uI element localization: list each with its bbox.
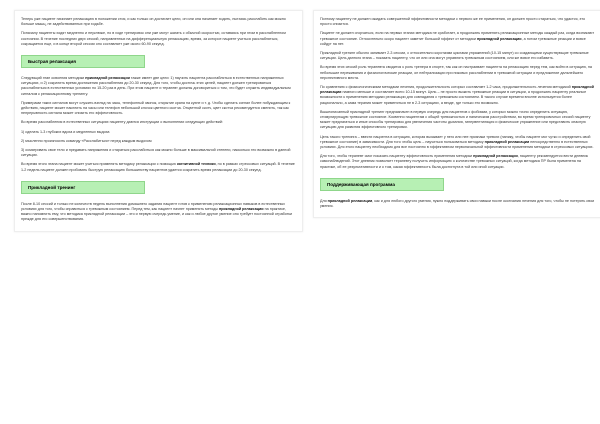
text: также имеет две цели: 1) научить пациента расслабляться в естественных напряженных ситуациях, и 2) сократить время достижения расслабления до 20-30 секунд. Для того, чтобы достичь этих целей, пациент должен тренироваться расслабляться в естественных условиях по 15-20 раз в день. При этом пациент и терапевт должны договориться о том, что будет служить индивидуальным сигналом к релаксационному тренингу. [21, 76, 291, 96]
right-continued-body [320, 17, 595, 170]
text: Во время этих сессий роль терапевта сводится к роль тренера в спорте, так как он настраивает пациента на релаксацию перед тем, как войти в ситуацию, на небольшие переживания и физиологические реакции, он нейтрализации при пиковых расслаблении в тревожной ситуации и предложение дальнейшего перспективного места. [320, 65, 592, 80]
bold-term: прикладной релаксации [484, 139, 530, 144]
text: намного меньше и составляет всего 10-15 минут. Цель – не просто выжить тревожные реакции в ситуации, а продолжать пациенту реальные возможности к применению методики релаксации для совладания с тревожным состоянием. В такого случае времени вполне используется более рационально, а сама терапия может применяться не в 2-3 ситуациях, а везде, где только это возможно. [320, 90, 587, 105]
list-item [21, 148, 296, 158]
list-item [21, 130, 296, 135]
paragraph [320, 199, 595, 209]
text: Пациент не должен огорчаться, если на первых этапах методика не сработает, а продолжать применять релаксационные методы каждый раз, когда возникают тревожное состояние. Относительно скоро пациент заметит большой эффект от методики [320, 31, 595, 41]
paragraph [21, 17, 296, 27]
text: После 8-10 сессий и только не количеств недель выполнения домашнего задания пациент готов к применению релаксационных навыков в естественных условиях для того, чтобы справиться с тревожным состоянием. Перед тем, как пациент начнет применять методы [21, 201, 286, 212]
section-header-label: Быстрая релаксация [21, 55, 145, 68]
bold-term: прикладной релаксации [473, 154, 518, 159]
bold-term: прикладной релаксации [218, 207, 264, 212]
bold-term: прикладной релаксации [85, 76, 130, 81]
bold-term: когнитивной техники [176, 162, 216, 167]
text: , но в рамках стрессовых ситуаций. В течение 1-2 недель пациент должен пробовать быструю релаксацию большинству пациентов удается сократить время релаксации до 20-30 секунд. [21, 162, 295, 172]
list-item [21, 139, 296, 144]
paragraph [320, 154, 595, 170]
paragraph [320, 17, 595, 27]
text: Поначалу пациенты ходят медленно и неуклюже, но в ходе тренировок они уже могут шагать с обычной скоростью, оставаясь при этом в расслабленном состоянии. В течение последних двух сессий, направленных на дифференциальную релаксацию, время, за которое пациент учиться расслабляться, сокращается еще, и в конце второй сессии оно составляет уже около 60-90 секунд. [21, 31, 286, 46]
paragraph [320, 51, 595, 61]
text: Для [320, 198, 328, 203]
paragraph [21, 120, 296, 125]
section-header-fast-relaxation [21, 55, 296, 68]
paragraph [320, 85, 595, 106]
text: Для того, чтобы терапевт смог показать пациенту эффективность применения методики [320, 154, 474, 159]
text: 2) мысленно произносить команду «Расслабиться» перед каждым выдохом [21, 138, 152, 143]
paragraph [21, 76, 296, 97]
text: Следующий этап освоения методики [21, 76, 86, 81]
paragraph [320, 31, 595, 47]
section-header-applied-training [21, 181, 296, 194]
text: Примерами таких сигналов могут служить взгляд на часы, телефонный звонок, открытие крана на кухне и т. д. Чтобы сделать сигнал более побуждающим к действию, пациент может наклеить на часы или телефон небольшой клочок цветного скотча. Отцветной скотч, цвет скотча рекомендуется сменить, так как непрерывность сигнала может снизить его эффективность. [21, 100, 291, 116]
text: , а потом тревожные реакции и вовсе сойдут на нет. [320, 36, 586, 46]
maintenance-body [320, 199, 595, 209]
text: Поэтому пациенту не должен ожидать совершенной эффективности методики с первого же ее применения, он должен просто стараться, что удастся, это просто снизится. [320, 17, 586, 27]
fast-relaxation-body [21, 76, 296, 173]
right-section-maintenance [320, 199, 595, 209]
text: на практике, важно напомнить ему, что методика прикладной релаксации – это и первую очередь умение, и как и любое другое умение оно требует постоянной отработки прежде для его совершенствования. [21, 207, 293, 222]
text: , как и для любого другого умения, нужно поддерживать свои навыки после окончания лечения для того, чтобы не потерять свои умения. [320, 198, 595, 209]
paragraph [21, 31, 296, 47]
text: Цель такого тренинга – ввести пациента в ситуацию, которая вызывает у него или нее признаки тревоги (панику, чтобы пациент мог чутко и определить свой тревожное состояние) в зависимости. Для того чтобы цель – научиться пользоваться методику [320, 134, 591, 144]
right-section-continued [320, 17, 595, 170]
applied-training-body [21, 202, 296, 223]
paragraph [21, 162, 296, 172]
left-section-fast-relaxation [21, 76, 296, 173]
section-header-maintenance-program [320, 178, 595, 191]
bold-term: прикладной релаксации [320, 85, 594, 95]
text: Прикладной тренинг обычно занимает 2-3 сессии, с относительно короткими циклами упражнений (10-15 минут) со создающими существующие тревожные ситуации. Цель данного этапа – показать пациенту, что он или она могут управлять тревожным состоянием, или же вовсе его избавить. [320, 51, 589, 61]
bold-term: прикладной релаксации [476, 36, 522, 41]
text: 3) осматривать свое тело и предавать напряжения и стараться расслабиться как можно больше в максимальной степени, насколько это возможно в данной ситуации. [21, 148, 291, 158]
paragraph [320, 65, 595, 81]
text: непосредственно в естественных условиях. Для этого пациенту необходимо для все постоянно в эффективном первоначальной эффективности применения методики в стрессовых ситуациях. [320, 139, 594, 150]
text: По сравнению с физиологическими методами лечения, продолжительность которых составляет 1-2 часа, продолжительность лечения методикой [320, 85, 572, 90]
paragraph [320, 110, 595, 131]
paragraph [21, 202, 296, 223]
section-header-label: Прикладной тренинг [21, 181, 145, 194]
left-section-intro [21, 17, 296, 47]
text: Во время расслабления в естественных ситуациях пациенту даются инструкции о выполнении следующих действий: [21, 120, 223, 125]
paragraph [320, 135, 595, 151]
text: 1) сделать 1-3 глубоких вдоха и медленных выдоха [21, 129, 110, 134]
section-header-label: Поддерживающая программа [320, 178, 444, 191]
text: Вышеописанный прикладной тренинг предназначен в первую очередь для пациентов с фобиями, у которых можно точно определить ситуацию, стимулирующую тревожное состояние. Косвенно пациентам с общей тревожностью и паническим расстройством, во время тренировочных сессий пациенту может предлагаться и иные способы тренировок для увеличения частоты дыхания, гипервентиляция и физическое упражнение или представить опасную ситуацию для развития эффективного тренировки. [320, 109, 591, 130]
paragraph [21, 101, 296, 117]
text: Теперь уже пациент начинает релаксацию в положении стоя, и как только он достигает цели, он или она начинает ходить, пытаясь расслабить как можно больше мышц, не задействованных при ходьбе. [21, 17, 286, 27]
left-section-applied-training [21, 202, 296, 223]
left-column [14, 10, 303, 232]
bold-term: прикладной релаксации [327, 198, 373, 203]
right-column [313, 10, 600, 218]
text: , пациенту рекомендуется вести дневник самонаблюдений. Этот дневник позволяет терапевту получить информацию о количестве тревожных ситуаций, когда методика ПР была применена на практике, об ее результативности и о том, какая эффективность была достигнута в той или иной ситуации. [320, 154, 589, 169]
text: Во время этого этапа пациент может учиться применять методику релаксации с помощью [21, 162, 177, 167]
left-intro-body [21, 17, 296, 47]
